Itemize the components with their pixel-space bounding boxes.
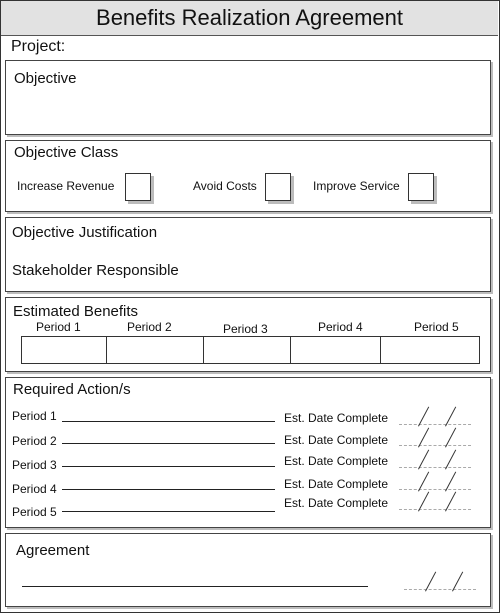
benefit-period-2-cell[interactable] — [106, 336, 204, 364]
benefit-period-5-label: Period 5 — [414, 320, 459, 334]
project-label: Project: — [11, 38, 66, 55]
benefit-period-3-label: Period 3 — [223, 322, 268, 336]
benefit-period-1-label: Period 1 — [36, 320, 81, 334]
avoid-costs-label: Avoid Costs — [193, 179, 257, 193]
action-period-3-date-label: Est. Date Complete — [284, 454, 389, 468]
benefit-period-1-cell[interactable] — [21, 336, 106, 364]
objective-section[interactable] — [5, 60, 491, 135]
action-period-1-label: Period 1 — [12, 409, 57, 423]
objective-justification-label: Objective Justification — [12, 224, 158, 241]
action-period-2-label: Period 2 — [12, 434, 57, 448]
objective-label: Objective — [14, 70, 77, 87]
action-period-5-line[interactable] — [62, 511, 275, 512]
action-period-1-line[interactable] — [62, 421, 275, 422]
estimated-benefits-label: Estimated Benefits — [13, 303, 139, 320]
agreement-label: Agreement — [16, 542, 90, 559]
agreement-section — [5, 533, 491, 607]
required-actions-label: Required Action/s — [13, 381, 131, 398]
form-title: Benefits Realization Agreement — [1, 1, 498, 36]
agreement-signature-line[interactable] — [22, 586, 368, 587]
benefit-period-4-label: Period 4 — [318, 320, 363, 334]
action-period-5-label: Period 5 — [12, 505, 57, 519]
action-period-4-date-label: Est. Date Complete — [284, 477, 389, 491]
action-period-4-label: Period 4 — [12, 482, 57, 496]
increase-revenue-checkbox[interactable] — [125, 173, 151, 201]
benefit-period-4-cell[interactable] — [290, 336, 381, 364]
action-period-3-label: Period 3 — [12, 458, 57, 472]
improve-service-label: Improve Service — [313, 179, 400, 193]
justification-section[interactable] — [5, 217, 491, 292]
benefit-period-5-cell[interactable] — [380, 336, 480, 364]
action-period-2-line[interactable] — [62, 443, 275, 444]
avoid-costs-checkbox[interactable] — [265, 173, 291, 201]
objective-class-section — [5, 140, 491, 212]
stakeholder-responsible-label: Stakeholder Responsible — [12, 262, 179, 279]
benefit-period-3-cell[interactable] — [203, 336, 291, 364]
required-actions-section — [5, 377, 491, 528]
action-period-2-date-label: Est. Date Complete — [284, 433, 389, 447]
action-period-1-date-label: Est. Date Complete — [284, 411, 389, 425]
objective-class-label: Objective Class — [14, 144, 119, 161]
increase-revenue-label: Increase Revenue — [17, 179, 115, 193]
estimated-benefits-section — [5, 297, 491, 372]
improve-service-checkbox[interactable] — [408, 173, 434, 201]
action-period-5-date-label: Est. Date Complete — [284, 496, 389, 510]
action-period-3-line[interactable] — [62, 466, 275, 467]
action-period-4-line[interactable] — [62, 489, 275, 490]
benefit-period-2-label: Period 2 — [127, 320, 172, 334]
